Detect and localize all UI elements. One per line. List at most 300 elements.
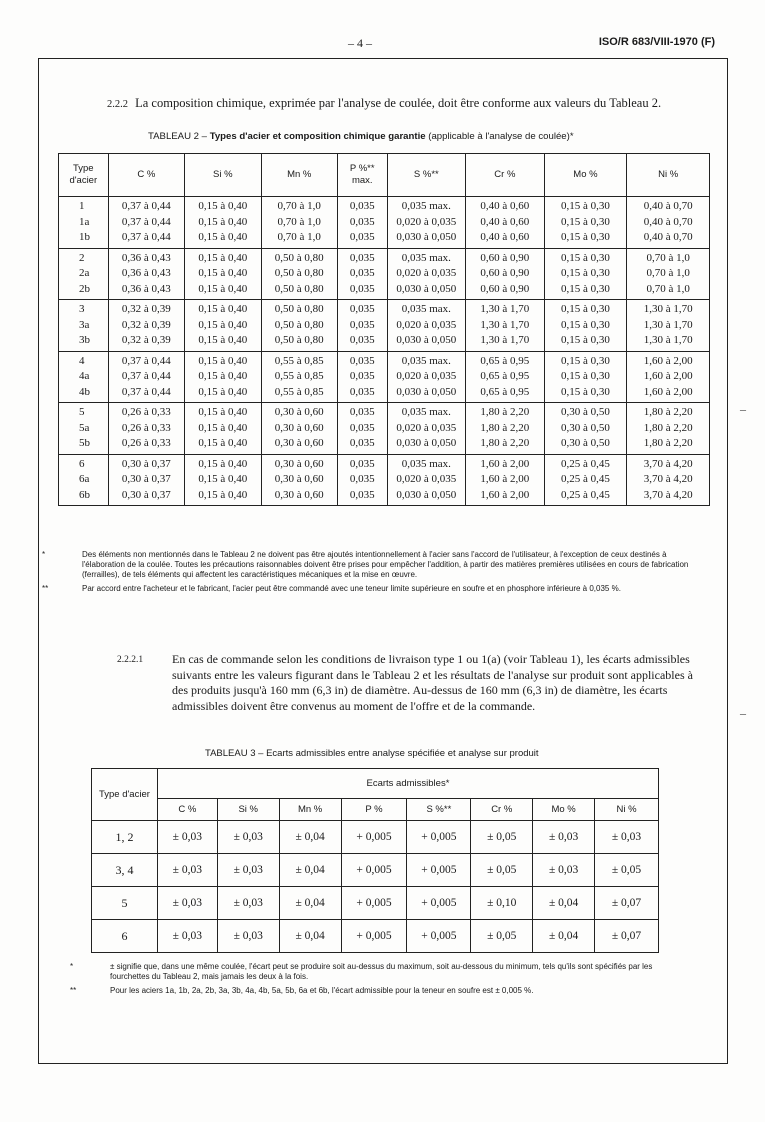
table3-group-header: Ecarts admissibles*	[157, 769, 658, 799]
table2-cell-value: 6	[79, 457, 85, 470]
table2-cell-value: 1,30 à 1,70	[643, 303, 693, 315]
table2-cell-value: 0,70 à 1,0	[646, 267, 690, 279]
table3-cell: ± 0,07	[595, 920, 659, 953]
table2-cell-value: 0,030 à 0,050	[396, 437, 457, 449]
table2-cell-value: 0,30 à 0,60	[274, 457, 324, 470]
table2-cell-value: 0,15 à 0,40	[198, 318, 248, 331]
table2-cell-value: 0,37 à 0,44	[121, 200, 171, 212]
table2-cell	[387, 403, 466, 455]
table2-cell-value: 0,30 à 0,60	[274, 421, 324, 434]
table3-column-header: S %**	[407, 799, 471, 821]
table2-cell-value: 1,80 à 2,20	[643, 437, 693, 449]
table2-row-group	[59, 248, 710, 300]
table2-cell-value: 0,15 à 0,40	[198, 231, 248, 243]
footnote	[42, 584, 702, 594]
table2-cell-value: 0,15 à 0,40	[198, 488, 248, 501]
table2-cell-value: 0,035	[349, 457, 375, 470]
table2-cell-value: 0,035	[349, 473, 375, 485]
table3-type-cell: 3, 4	[92, 854, 158, 887]
table2-cell-value: 1,80 à 2,20	[643, 421, 693, 434]
table2-cell-value: 0,30 à 0,60	[274, 406, 324, 418]
table2-cell-value: 0,37 à 0,44	[121, 354, 171, 367]
table2-cell-value: 1,30 à 1,70	[480, 334, 530, 346]
table2-cell-value: 3,70 à 4,20	[643, 457, 693, 470]
table2-cell-value: 0,26 à 0,33	[121, 437, 171, 449]
table2-cell	[185, 454, 261, 506]
document-reference: ISO/R 683/VIII-1970 (F)	[598, 36, 715, 48]
table2-cell-value: 0,50 à 0,80	[274, 334, 324, 346]
table2-cell-value: 0,37 à 0,44	[121, 370, 171, 382]
margin-mark: –	[740, 706, 746, 720]
table2-cell-value: 0,15 à 0,40	[198, 421, 248, 434]
table2-cell-value: 0,25 à 0,45	[560, 473, 610, 485]
table2-cell-value: 0,15 à 0,40	[198, 406, 248, 418]
table2-row-group	[59, 300, 710, 352]
table2-cell-value: 0,15 à 0,40	[198, 457, 248, 470]
table2-cell-value: 0,55 à 0,85	[274, 370, 324, 382]
table2-cell	[627, 197, 710, 249]
table3-type-cell: 6	[92, 920, 158, 953]
table2-cell-value: 0,50 à 0,80	[274, 251, 324, 264]
table2-cell-value: 0,035	[349, 231, 375, 243]
table2-cell-value: 0,035	[349, 385, 375, 398]
table2-cell-value: 0,035	[349, 334, 375, 346]
table2-cell-value: 0,30 à 0,50	[560, 437, 610, 449]
table2-cell	[337, 454, 387, 506]
table2-cell-value: 6a	[79, 473, 90, 485]
table2-cell-value: 3a	[79, 318, 90, 331]
table2-cell-value: 0,30 à 0,60	[274, 473, 324, 485]
table2-cell	[387, 197, 466, 249]
table2-cell-value: 0,15 à 0,40	[198, 354, 248, 367]
table2-cell-value: 4	[79, 354, 85, 367]
table2-cell-value: 0,70 à 1,0	[277, 231, 321, 243]
table2-cell-value: 3	[79, 303, 85, 315]
table3-row	[92, 854, 659, 887]
table2-cell	[544, 351, 627, 403]
table2-cell-value: 1	[79, 200, 85, 212]
table2-cell-value: 0,035	[349, 267, 375, 279]
footnote-mark: **	[42, 584, 49, 593]
table2-cell-value: 0,030 à 0,050	[396, 385, 457, 398]
table2-cell-value: 1,80 à 2,20	[480, 437, 530, 449]
table2-cell-value: 0,50 à 0,80	[274, 318, 324, 331]
table2-cell-value: 0,36 à 0,43	[121, 267, 171, 279]
table2-cell-value: 0,15 à 0,30	[560, 354, 610, 367]
table2-cell-value: 0,035	[349, 318, 375, 331]
table2-cell-value: 1,30 à 1,70	[643, 318, 693, 331]
table2	[58, 153, 710, 506]
paragraph-2-2-2-1	[117, 652, 709, 714]
table3	[91, 768, 659, 953]
table2-cell	[261, 454, 337, 506]
table2-cell-value: 2a	[79, 267, 90, 279]
table2-cell	[466, 403, 545, 455]
table2-column-header: Mo %	[544, 154, 627, 197]
table2-row-group	[59, 403, 710, 455]
table3-title: TABLEAU 3 – Ecarts admissibles entre analyse spécifiée et analyse sur produit	[205, 748, 539, 759]
table3-cell: ± 0,07	[595, 887, 659, 920]
table2-cell-value: 1,30 à 1,70	[480, 303, 530, 315]
table2-cell-value: 1,30 à 1,70	[480, 318, 530, 331]
table2-cell	[627, 403, 710, 455]
table2-cell-value: 0,15 à 0,30	[560, 334, 610, 346]
table2-cell-value: 0,020 à 0,035	[396, 370, 457, 382]
table2-cell	[466, 351, 545, 403]
table2-cell-value: 0,15 à 0,30	[560, 318, 610, 331]
table2-cell	[108, 403, 184, 455]
table2-cell-value: 0,020 à 0,035	[396, 215, 457, 228]
table3-cell: + 0,005	[341, 887, 407, 920]
table2-cell	[261, 197, 337, 249]
footnote-text: Des éléments non mentionnés dans le Tableau 2 ne doivent pas être ajoutés intentionnellement à l'acier sans l'accord de l'utilisateur, à l'exception de ceux destinés à l'élaboration de la coulée. Toutes les précautions raisonnables doivent être prises pour empêcher l'addition, à partir des matières premières utilisées en cours de fabrication (ferrailles), de tels éléments qui affectent les caractéristiques mécaniques et la mise en œuvre.	[82, 550, 689, 579]
table3-column-header: Cr %	[471, 799, 533, 821]
table2-cell	[337, 197, 387, 249]
paragraph-text: En cas de commande selon les conditions de livraison type 1 ou 1(a) (voir Tableau 1), les écarts admissibles suivants entre les valeurs figurant dans le Tableau 2 et les résultats de l'analyse sur produit sont applicables à des produits jusqu'à 160 mm (6,3 in) de diamètre. Au-dessus de 160 mm (6,3 in) de diamètre, les écarts admissibles doivent être convenus au moment de l'offre et de la commande.	[172, 652, 693, 713]
table2-cell	[387, 351, 466, 403]
table2-cell-value: 5	[79, 406, 85, 418]
paragraph-number: 2.2.2.1	[117, 655, 144, 665]
table2-cell-value: 0,15 à 0,30	[560, 215, 610, 228]
table2-cell-value: 0,035 max.	[401, 251, 451, 264]
table2-cell	[185, 403, 261, 455]
table2-cell-value: 0,035	[349, 215, 375, 228]
table2-cell-value: 0,30 à 0,60	[274, 488, 324, 501]
table3-cell: ± 0,03	[157, 854, 217, 887]
table2-cell	[387, 300, 466, 352]
table2-cell-value: 0,15 à 0,30	[560, 282, 610, 295]
table3-notes	[70, 962, 686, 1000]
table2-cell-value: 0,50 à 0,80	[274, 282, 324, 295]
table2-cell	[337, 300, 387, 352]
table2-column-header: Type d'acier	[59, 154, 109, 197]
table2-cell	[185, 351, 261, 403]
table3-column-header: Ni %	[595, 799, 659, 821]
table2-cell	[108, 248, 184, 300]
table2-cell-value: 0,32 à 0,39	[121, 303, 171, 315]
margin-mark: –	[740, 402, 746, 416]
table2-cell-value: 0,40 à 0,70	[643, 215, 693, 228]
table2-cell-value: 0,030 à 0,050	[396, 282, 457, 295]
table3-cell: ± 0,05	[471, 920, 533, 953]
table2-cell-value: 0,15 à 0,30	[560, 267, 610, 279]
paragraph-number: 2.2.2	[107, 99, 128, 110]
table2-cell-value: 1,80 à 2,20	[643, 406, 693, 418]
table2-cell-value: 0,60 à 0,90	[480, 267, 530, 279]
footnote-mark: *	[42, 550, 46, 559]
table2-cell	[466, 248, 545, 300]
table3-column-header: Mn %	[279, 799, 341, 821]
table3-cell: ± 0,05	[471, 854, 533, 887]
table2-cell	[627, 351, 710, 403]
table2-column-header: Cr %	[466, 154, 545, 197]
paragraph-text: La composition chimique, exprimée par l'analyse de coulée, doit être conforme aux valeurs du Tableau 2.	[135, 96, 662, 110]
table2-cell	[544, 300, 627, 352]
table2-cell	[261, 248, 337, 300]
table3-cell: ± 0,03	[217, 854, 279, 887]
table2-cell-value: 0,15 à 0,30	[560, 303, 610, 315]
table2-cell-value: 0,30 à 0,60	[274, 437, 324, 449]
table2-cell-value: 0,15 à 0,40	[198, 303, 248, 315]
table2-cell-value: 0,30 à 0,37	[121, 488, 171, 501]
table2-cell	[544, 454, 627, 506]
footnote	[70, 986, 686, 996]
table2-cell-value: 5b	[79, 437, 90, 449]
table2-cell-value: 0,15 à 0,40	[198, 370, 248, 382]
table2-cell-value: 0,30 à 0,37	[121, 457, 171, 470]
table3-cell: ± 0,03	[157, 821, 217, 854]
table2-cell	[59, 351, 109, 403]
table2-cell-value: 0,32 à 0,39	[121, 318, 171, 331]
table2-cell-value: 0,50 à 0,80	[274, 267, 324, 279]
table2-cell-value: 4a	[79, 370, 90, 382]
table2-notes	[42, 550, 702, 598]
table2-cell	[544, 248, 627, 300]
table2-cell-value: 0,37 à 0,44	[121, 231, 171, 243]
table2-title-label: TABLEAU 2 –	[148, 131, 208, 142]
table2-cell	[466, 300, 545, 352]
table2-cell-value: 0,50 à 0,80	[274, 303, 324, 315]
table2-cell	[627, 248, 710, 300]
table2-cell-value: 0,15 à 0,40	[198, 282, 248, 295]
table3-column-header: P %	[341, 799, 407, 821]
table2-cell	[466, 454, 545, 506]
table2-cell-value: 0,65 à 0,95	[480, 354, 530, 367]
table2-cell-value: 0,15 à 0,40	[198, 385, 248, 398]
table2-cell-value: 0,035 max.	[401, 303, 451, 315]
table2-cell	[59, 454, 109, 506]
table2-cell-value: 0,37 à 0,44	[121, 385, 171, 398]
table2-cell	[627, 300, 710, 352]
table2-title-tail: (applicable à l'analyse de coulée)*	[428, 131, 574, 142]
table2-cell-value: 1,60 à 2,00	[643, 370, 693, 382]
table2-cell-value: 2b	[79, 282, 90, 295]
table3-cell: + 0,005	[407, 887, 471, 920]
table2-cell-value: 0,020 à 0,035	[396, 267, 457, 279]
table3-row	[92, 920, 659, 953]
table2-cell	[185, 300, 261, 352]
table2-cell	[387, 454, 466, 506]
table2-row-group	[59, 197, 710, 249]
table2-cell	[59, 300, 109, 352]
table2-row-group	[59, 454, 710, 506]
table2-cell-value: 0,035	[349, 200, 375, 212]
table2-cell-value: 0,035	[349, 251, 375, 264]
table2-cell	[387, 248, 466, 300]
table3-type-header: Type d'acier	[92, 769, 158, 821]
table2-cell	[261, 403, 337, 455]
table2-cell-value: 0,60 à 0,90	[480, 282, 530, 295]
table2-cell-value: 0,70 à 1,0	[277, 200, 321, 212]
table3-type-cell: 5	[92, 887, 158, 920]
table2-cell-value: 0,035	[349, 370, 375, 382]
table3-cell: + 0,005	[341, 920, 407, 953]
table3-cell: ± 0,03	[157, 920, 217, 953]
table2-cell-value: 0,030 à 0,050	[396, 231, 457, 243]
table2-cell	[261, 300, 337, 352]
table2-cell-value: 0,55 à 0,85	[274, 354, 324, 367]
table3-cell: ± 0,03	[533, 854, 595, 887]
table2-cell-value: 0,035	[349, 282, 375, 295]
table3-cell: ± 0,03	[533, 821, 595, 854]
table3-cell: ± 0,04	[533, 920, 595, 953]
table2-cell-value: 1,60 à 2,00	[643, 354, 693, 367]
table2-title-bold: Types d'acier et composition chimique garantie	[209, 131, 426, 142]
table2-cell-value: 0,020 à 0,035	[396, 421, 457, 434]
table2-cell-value: 0,40 à 0,70	[643, 200, 693, 212]
table3-cell: ± 0,04	[533, 887, 595, 920]
table2-cell-value: 0,70 à 1,0	[646, 282, 690, 295]
table3-row	[92, 821, 659, 854]
paragraph-2-2-2	[107, 96, 707, 111]
table2-column-header: C %	[108, 154, 184, 197]
table2-cell-value: 0,035	[349, 488, 375, 501]
table2-cell-value: 3b	[79, 334, 90, 346]
footnote-mark: **	[70, 986, 77, 995]
footnote	[42, 550, 702, 580]
table2-cell-value: 0,40 à 0,60	[480, 231, 530, 243]
table2-cell-value: 0,36 à 0,43	[121, 282, 171, 295]
table2-cell-value: 0,30 à 0,37	[121, 473, 171, 485]
table2-cell-value: 0,70 à 1,0	[277, 215, 321, 228]
table2-cell-value: 0,30 à 0,50	[560, 406, 610, 418]
table2-cell-value: 0,26 à 0,33	[121, 421, 171, 434]
table2-cell-value: 0,15 à 0,30	[560, 231, 610, 243]
table2-cell	[261, 351, 337, 403]
table3-row	[92, 887, 659, 920]
table2-cell	[185, 248, 261, 300]
table2-cell-value: 1b	[79, 231, 90, 243]
table2-cell-value: 0,035	[349, 354, 375, 367]
table3-cell: ± 0,05	[595, 854, 659, 887]
table2-cell	[337, 351, 387, 403]
table3-cell: ± 0,03	[217, 821, 279, 854]
table2-cell	[108, 300, 184, 352]
table3-header-row	[92, 799, 659, 821]
table2-cell-value: 0,15 à 0,30	[560, 200, 610, 212]
table2-cell-value: 0,035 max.	[401, 406, 451, 418]
footnote	[70, 962, 686, 982]
table2-cell-value: 1,60 à 2,00	[643, 385, 693, 398]
table2-cell-value: 0,40 à 0,60	[480, 200, 530, 212]
table2-title	[148, 131, 574, 142]
table2-cell-value: 0,15 à 0,40	[198, 251, 248, 264]
table2-cell-value: 0,65 à 0,95	[480, 370, 530, 382]
table2-header-row	[59, 154, 710, 197]
table3-cell: ± 0,05	[471, 821, 533, 854]
table3-cell: ± 0,04	[279, 920, 341, 953]
table2-cell	[627, 454, 710, 506]
table2-cell-value: 0,32 à 0,39	[121, 334, 171, 346]
table2-cell-value: 0,60 à 0,90	[480, 251, 530, 264]
footnote-mark: *	[70, 962, 74, 971]
table2-cell-value: 0,15 à 0,40	[198, 473, 248, 485]
table2-cell-value: 0,15 à 0,40	[198, 200, 248, 212]
table2-cell	[337, 403, 387, 455]
table2-cell-value: 0,15 à 0,40	[198, 267, 248, 279]
table2-cell-value: 6b	[79, 488, 90, 501]
table2-cell-value: 1,60 à 2,00	[480, 488, 530, 501]
table2-cell-value: 0,030 à 0,050	[396, 334, 457, 346]
table3-type-cell: 1, 2	[92, 821, 158, 854]
table2-cell-value: 0,035 max.	[401, 457, 451, 470]
table3-cell: ± 0,04	[279, 854, 341, 887]
table2-cell	[544, 403, 627, 455]
table2-column-header: Mn %	[261, 154, 337, 197]
table2-cell	[108, 454, 184, 506]
table2-cell-value: 0,40 à 0,70	[643, 231, 693, 243]
table2-cell-value: 1a	[79, 215, 90, 228]
table3-cell: + 0,005	[341, 821, 407, 854]
table3-cell: ± 0,03	[595, 821, 659, 854]
table2-cell-value: 0,30 à 0,50	[560, 421, 610, 434]
table2-column-header: P %** max.	[337, 154, 387, 197]
table2-cell-value: 0,15 à 0,40	[198, 334, 248, 346]
table3-column-header: Mo %	[533, 799, 595, 821]
table2-cell-value: 0,035 max.	[401, 354, 451, 367]
table2-cell-value: 0,37 à 0,44	[121, 215, 171, 228]
footnote-text: Par accord entre l'acheteur et le fabricant, l'acier peut être commandé avec une teneur limite supérieure en soufre et en phosphore inférieure à 0,035 %.	[82, 584, 621, 593]
table2-column-header: Ni %	[627, 154, 710, 197]
table2-cell	[544, 197, 627, 249]
table2-cell-value: 0,035	[349, 437, 375, 449]
page-number: – 4 –	[348, 36, 372, 50]
table3-cell: + 0,005	[407, 854, 471, 887]
table2-cell-value: 0,035	[349, 303, 375, 315]
table2-cell-value: 0,40 à 0,60	[480, 215, 530, 228]
table2-cell-value: 0,15 à 0,30	[560, 370, 610, 382]
table2-cell-value: 0,15 à 0,30	[560, 251, 610, 264]
table3-column-header: Si %	[217, 799, 279, 821]
table2-column-header: S %**	[387, 154, 466, 197]
table2-cell-value: 0,035	[349, 406, 375, 418]
table2-cell	[108, 197, 184, 249]
table2-cell-value: 0,030 à 0,050	[396, 488, 457, 501]
table2-cell-value: 1,80 à 2,20	[480, 406, 530, 418]
table2-cell-value: 0,65 à 0,95	[480, 385, 530, 398]
table3-cell: ± 0,03	[217, 920, 279, 953]
table2-cell-value: 0,15 à 0,40	[198, 215, 248, 228]
table3-cell: ± 0,04	[279, 821, 341, 854]
table2-cell-value: 2	[79, 251, 85, 264]
table3-cell: ± 0,03	[217, 887, 279, 920]
table3-cell: ± 0,04	[279, 887, 341, 920]
table2-cell-value: 0,15 à 0,30	[560, 385, 610, 398]
table2-cell-value: 0,15 à 0,40	[198, 437, 248, 449]
footnote-text: ± signifie que, dans une même coulée, l'écart peut se produire soit au-dessus du maximum, soit au-dessous du minimum, tels qu'ils sont spécifiés par les fourchettes du Tableau 2, mais jamais les deux à la fois.	[110, 962, 653, 981]
table2-cell-value: 3,70 à 4,20	[643, 488, 693, 501]
table3-cell: ± 0,10	[471, 887, 533, 920]
table3-cell: + 0,005	[341, 854, 407, 887]
table2-cell-value: 1,60 à 2,00	[480, 473, 530, 485]
table2-cell-value: 0,035 max.	[401, 200, 451, 212]
table2-cell-value: 0,70 à 1,0	[646, 251, 690, 264]
table2-cell	[466, 197, 545, 249]
table3-cell: + 0,005	[407, 920, 471, 953]
table3-cell: ± 0,03	[157, 887, 217, 920]
table2-cell-value: 1,30 à 1,70	[643, 334, 693, 346]
table2-cell	[337, 248, 387, 300]
table2-cell-value: 1,80 à 2,20	[480, 421, 530, 434]
table2-cell-value: 0,26 à 0,33	[121, 406, 171, 418]
table2-cell	[108, 351, 184, 403]
table2-row-group	[59, 351, 710, 403]
table2-cell-value: 0,55 à 0,85	[274, 385, 324, 398]
footnote-text: Pour les aciers 1a, 1b, 2a, 2b, 3a, 3b, 4a, 4b, 5a, 5b, 6a et 6b, l'écart admissible pour la teneur en soufre est ± 0,005 %.	[110, 986, 534, 995]
table3-column-header: C %	[157, 799, 217, 821]
table3-cell: + 0,005	[407, 821, 471, 854]
table2-cell-value: 0,035	[349, 421, 375, 434]
